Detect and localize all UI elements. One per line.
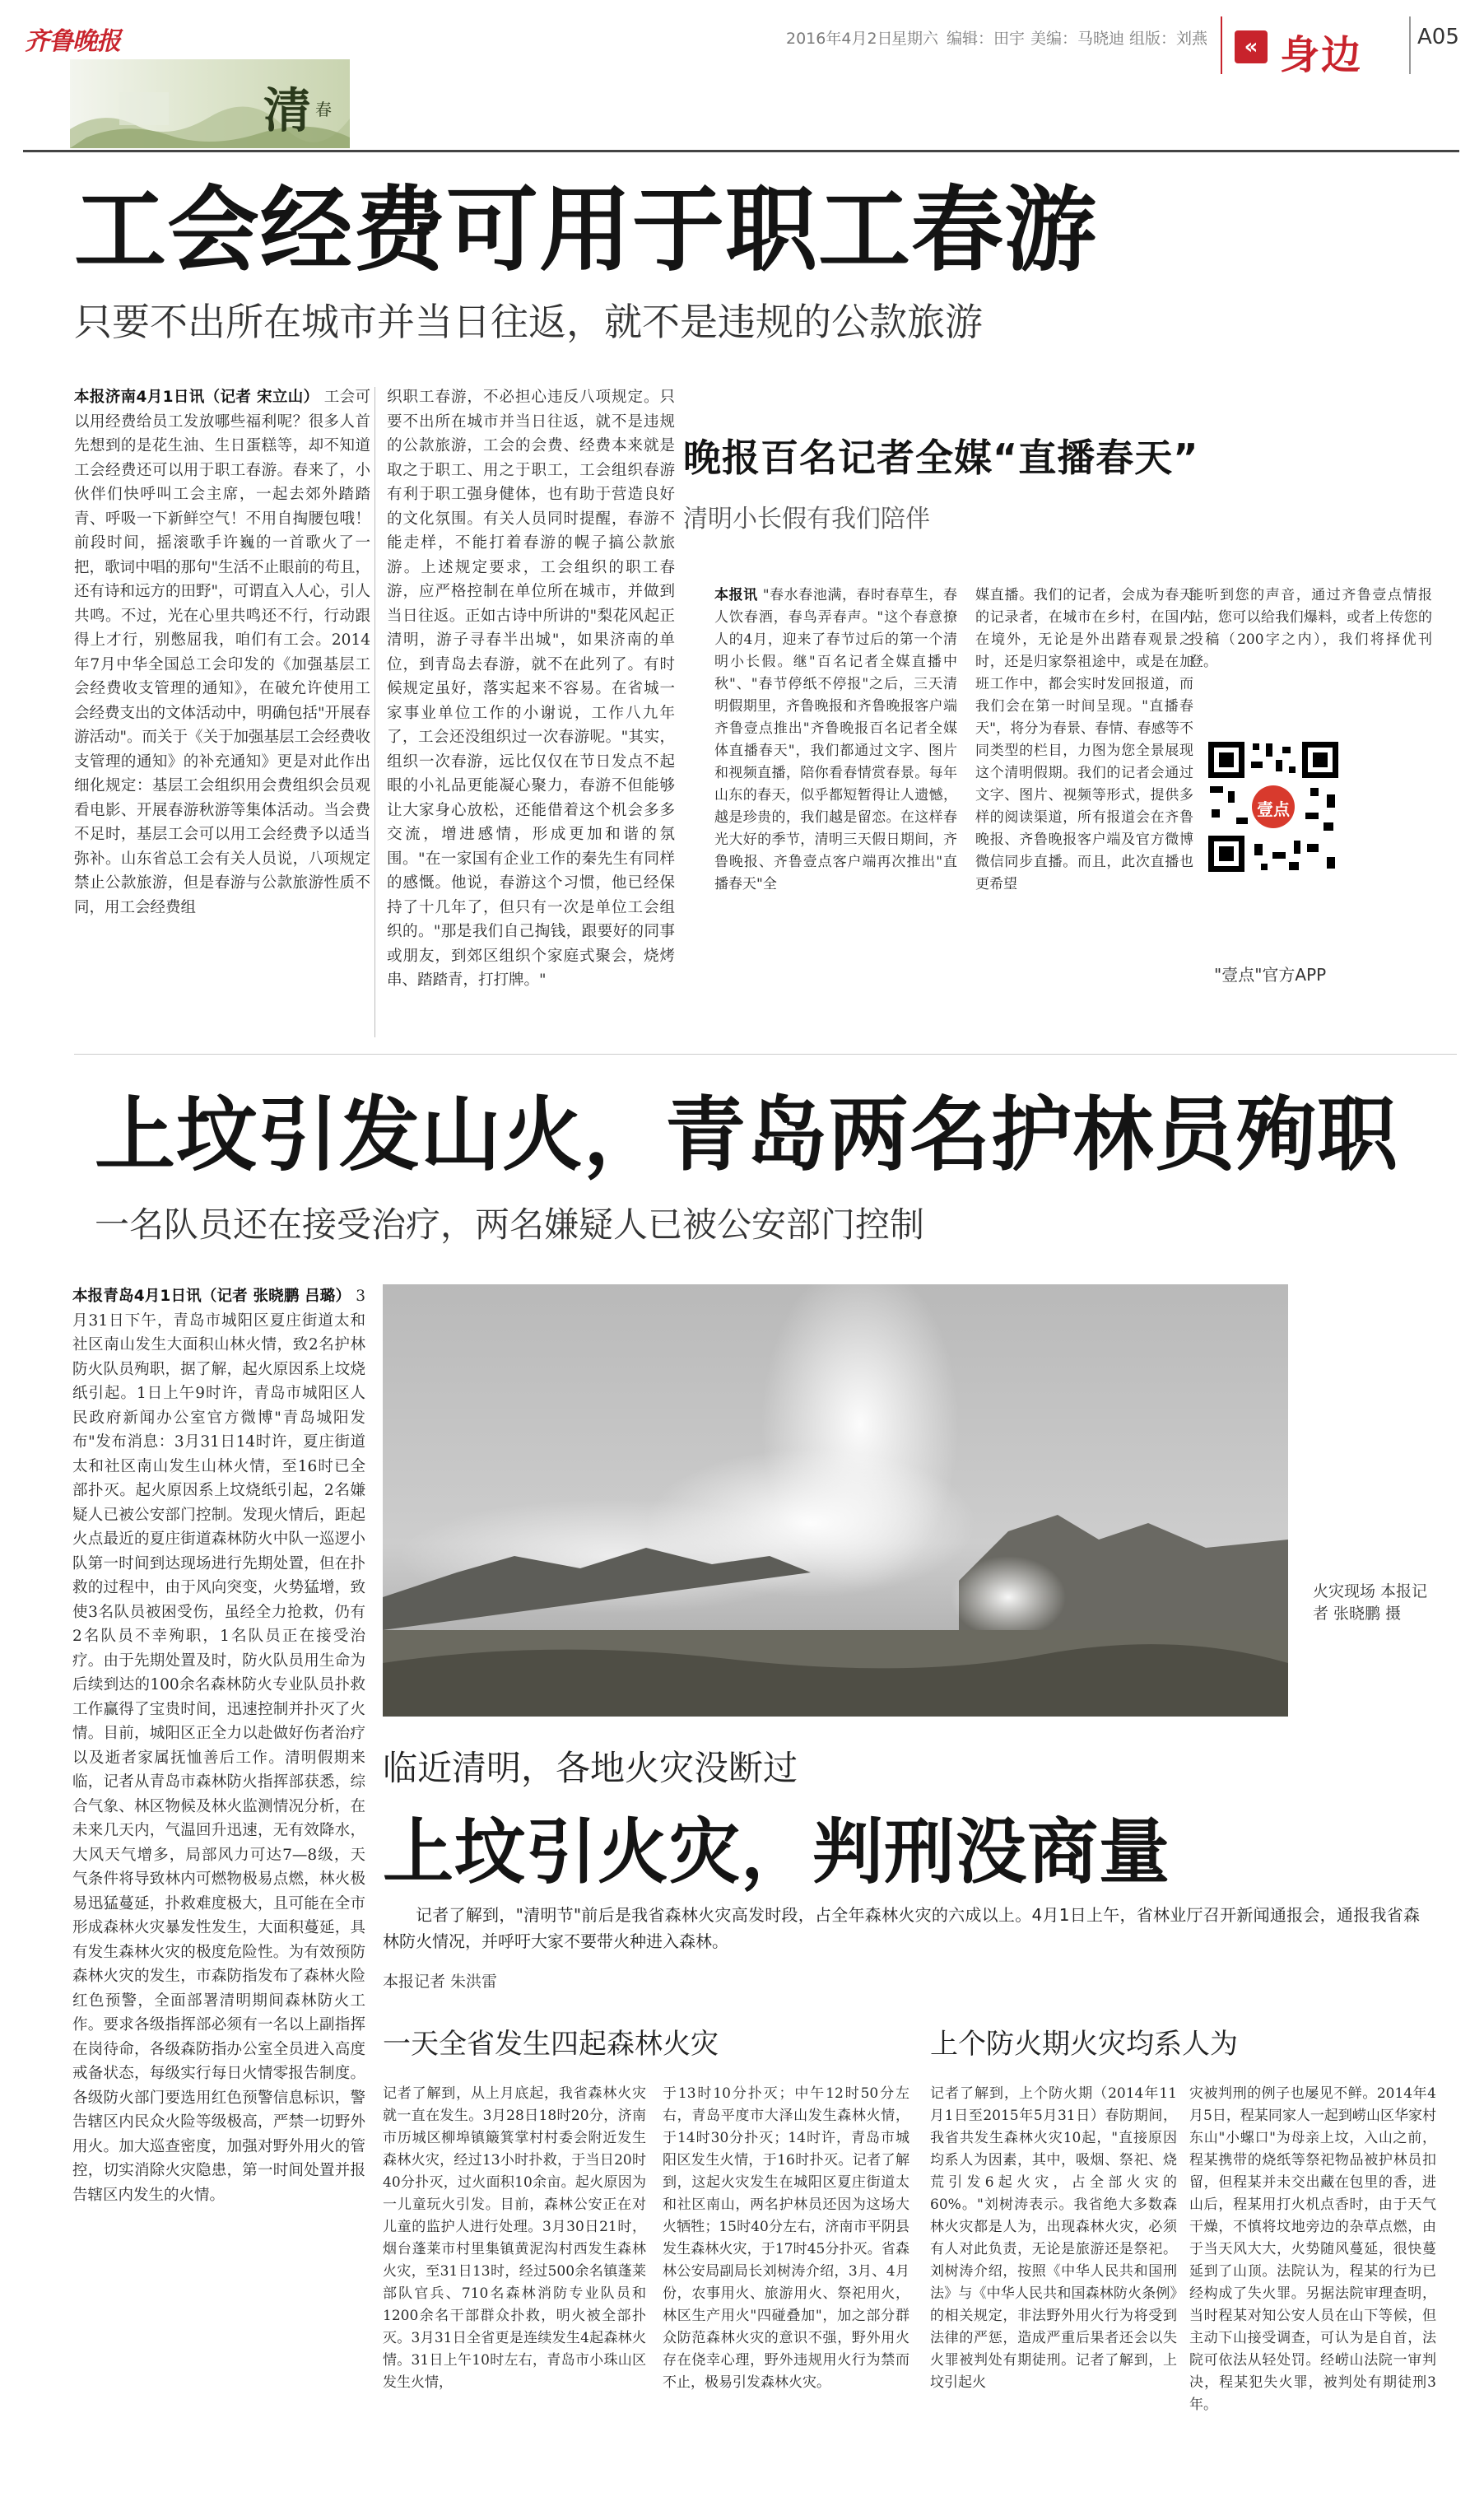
story3-headline: 上坟引发山火，青岛两名护林员殉职 [95, 1088, 1399, 1182]
page-number: A05 [1417, 25, 1459, 49]
layout-credit: 组版：刘燕 [1129, 30, 1208, 48]
section-a-text-2: 于13时10分扑灭；中午12时50分左右，青岛平度市大泽山发生森林火情，于14时30分扑灭；14时许，青岛市城阳区发生火情，于16时扑灭。记者了解到，这起火灾发生在城阳区夏庄街道太和社区南山，两名护林员还因为这场大火牺牲；15时40分左右，济南市平阴县发生森林火灾，于17时45分扑灭。省森林公安局副局长刘树涛介绍，3月、4月份，农事用火、旅游用火、祭祀用火，林区生产用火"四碰叠加"，加之部分群众防范森林火灾的意识不强，野外用火存在侥幸心理，野外违规用火行为禁而不止，极易引发森林火灾。 [663, 2085, 909, 2391]
story1-text-2: 织职工春游，不必担心违反八项规定。只要不出所在城市并当日往返，就不是违规的公款旅游，工会的会费、经费本来就是取之于职工、用之于职工，工会组织春游有利于职工强身健体，也有助于营造良好的文化氛围。有关人员同时提醒，春游不能走样，不能打着春游的幌子搞公款旅游。上述规定要求，工会组织的职工春游，应严格控制在单位所在城市，并做到当日往返。正如古诗中所讲的"梨花风起正清明，游子寻春半出城"，如果济南的单位，到青岛去春游，就不在此列了。有时候规定虽好，落实起来不容易。在省城一家事业单位工作的小谢说，工作八九年了，工会还没组织过一次春游呢。"其实，组织一次春游，远比仅仅在节日发点不起眼的小礼品更能凝心聚力，春游不但能够让大家身心放松，还能借着这个机会多多交流，增进感情，形成更加和谐的氛围。"在一家国有企业工作的秦先生有同样的感慨。他说，春游这个习惯，他已经保持了十几年了，但只有一次是单位工会组织的。"那是我们自己掏钱，跟要好的同事或朋友，到郊区组织个家庭式聚会，烧烤串、踏踏青，打打牌。" [387, 389, 675, 989]
story1-column-1 [74, 385, 370, 1040]
section-b-text-1: 记者了解到，上个防火期（2014年11月1日至2015年5月31日）春防期间，我省共发生森林火灾10起，"直接原因均系人为因素，其中，吸烟、祭祀、烧荒引发6起火灾，占全部火灾的60%。"刘树涛表示。我省绝大多数森林火灾都是人为，出现森林火灾，必须有人对此负责，无论是旅游还是祭祀。刘树涛介绍，按照《中华人民共和国刑法》与《中华人民共和国森林防火条例》的相关规定，非法野外用火行为将受到法律的严惩，造成严重后果者还会以失火罪被判处有期徒刑。记者了解到，上坟引起火 [930, 2085, 1177, 2391]
section-b-column-2 [1189, 2083, 1436, 2490]
story1-lead: 本报济南4月1日讯（记者 宋立山） [74, 389, 319, 406]
story2-text-3: 能听到您的声音，通过齐鲁壹点情报站，您可以给我们爆料，或者上传您的投稿（200字之内），我们将择优刊登。 [1189, 587, 1432, 670]
story1-column-2 [387, 385, 675, 1040]
masthead-divider-right [1409, 16, 1411, 74]
section-arrow-icon: « [1235, 30, 1268, 63]
story4-kicker: 临近清明，各地火灾没断过 [383, 1748, 798, 1788]
photo-caption: 火灾现场 本报记者 张晓鹏 摄 [1313, 1582, 1428, 1623]
section-a-column-1 [383, 2083, 646, 2490]
qr-logo-label: 壹点 [1257, 799, 1290, 819]
story4-intro: 记者了解到，"清明节"前后是我省森林火灾高发时段，占全年森林火灾的六成以上。4月1日上午，省林业厅召开新闻通报会，通报我省森林防火情况，并呼吁大家不要带火种进入森林。 [383, 1905, 1420, 1951]
fire-photo-image [383, 1284, 1288, 1717]
story4-headline: 上坟引火灾，判刑没商量 [383, 1811, 1170, 1894]
section-a-title: 一天全省发生四起森林火灾 [383, 2028, 719, 2061]
story2-column-2 [975, 585, 1193, 1041]
qr-caption: "壹点"官方APP [1214, 965, 1327, 985]
section-b-text-2: 灾被判刑的例子也屡见不鲜。2014年4月5日，程某同家人一起到崂山区华家村东山"小螺口"为母亲上坟，入山之前，程某携带的烧纸等祭祀物品被护林员扣留，但程某并未交出藏在包里的香，进山后，程某用打火机点香时，由于天气干燥，不慎将坟地旁边的杂草点燃，由于当天风大大，火势随风蔓延，很快蔓延到了山顶。法院认为，程某的行为已经构成了失火罪。另据法院审理查明，当时程某对知公安人员在山下等候，但主动下山接受调查，可认为是自首，法院可依法从轻处罚。经崂山法院一审判决，程某犯失火罪，被判处有期徒刑3年。 [1189, 2085, 1436, 2413]
paper-logo: 齐鲁晚报 [25, 27, 120, 56]
story2-column-3 [1189, 585, 1432, 733]
story2-text-1: "春水春池满，春时春草生，春人饮春酒，春鸟弄春声。"这个春意撩人的4月，迎来了春节过后的第一个清明小长假。继"百名记者全媒直播中秋"、"春节停纸不停报"之后，三天清明假期里，齐鲁晚报和齐鲁晚报客户端齐鲁壹点推出"齐鲁晚报百名记者全媒体直播春天"，我们都通过文字、图片和视频直播，陪你看春情赏春景。每年山东的春天，似乎都短暂得让人遗憾，越是珍贵的，我们越是留恋。在这样春光大好的季节，清明三天假日期间，齐鲁晚报、齐鲁壹点客户端再次推出"直播春天"全 [714, 587, 957, 892]
column-banner [70, 59, 350, 148]
section-divider-1 [74, 1054, 1457, 1055]
story3-lead: 本报青岛4月1日讯（记者 张晓鹏 吕璐） [72, 1288, 351, 1305]
story3-text: 3月31日下午，青岛市城阳区夏庄街道太和社区南山发生大面积山林火情，致2名护林防火队员殉职，据了解，起火原因系上坟烧纸引起。1日上午9时许，青岛市城阳区人民政府新闻办公室官方微博"青岛城阳发布"发布消息：3月31日14时许，夏庄街道太和社区南山发生山林火情，至16时已全部扑灭。起火原因系上坟烧纸引起，2名嫌疑人已被公安部门控制。发现火情后，距起火点最近的夏庄街道森林防火中队一巡逻小队第一时间到达现场进行先期处置，但在扑救的过程中，由于风向突变，火势猛增，致使3名队员被困受伤，虽经全力抢救，仍有2名队员不幸殉职，1名队员正在接受治疗。由于先期处置及时，防火队员用生命为后续到达的100余名森林防火专业队员扑救工作赢得了宝贵时间，迅速控制并扑灭了火情。目前，城阳区正全力以赴做好伤者治疗以及逝者家属抚恤善后工作。清明假期来临，记者从青岛市森林防火指挥部获悉，综合气象、林区物候及林火监测情况分析，在未来几天内，气温回升迅速，无有效降水，大风天气增多，局部风力可达7—8级，天气条件将导致林内可燃物极易点燃，林火极易迅猛蔓延，扑救难度极大，且可能在全市形成森林火灾暴发性发生，大面积蔓延，具有发生森林火灾的极度危险性。为有效预防森林火灾的发生，市森防指发布了森林火险红色预警，全面部署清明期间森林防火工作。要求各级指挥部必须有一名以上副指挥在岗待命，各级森防指办公室全员进入高度戒备状态，每级实行每日火情零报告制度。各级防火部门要选用红色预警信息标识，警告辖区内民众火险等级极高，严禁一切野外用火。加大巡查密度，加强对野外用火的管控，切实消除火灾隐患，第一时间处置并报告辖区内发生的火情。 [72, 1288, 365, 2204]
story2-text-2: 媒直播。我们的记者，会成为春天的记录者，在城市在乡村，在国内在境外，无论是外出踏春观景之时，还是归家祭祖途中，或是在加班工作中，都会实时发回报道，而我们会在第一时间呈现。"直播春天"，将分为春景、春情、春感等不同类型的栏目，力图为您全景展现这个清明假期。我们的记者会通过文字、图片、视频等形式，提供多样的阅读渠道，所有报道会在齐鲁晚报、齐鲁晚报客户端及官方微博微信同步直播。而且，此次直播也更希望 [975, 587, 1193, 892]
section-a-column-2 [663, 2083, 909, 2490]
story1-text-1: 工会可以用经费给员工发放哪些福利呢？很多人首先想到的是花生油、生日蛋糕等，却不知道工会经费还可以用于职工春游。春来了，小伙伴们快呼叫工会主席，一起去郊外踏踏青、呼吸一下新鲜空气！不用自掏腰包哦！前段时间，摇滚歌手许巍的一首歌火了一把，歌词中唱的那句"生活不止眼前的苟且，还有诗和远方的田野"，可谓直入人心，引人共鸣。不过，光在心里共鸣还不行，行动跟得上才行，别憋屈我，咱们有工会。2014年7月中华全国总工会印发的《加强基层工会经费收支管理的通知》，在破允许使用工会经费支出的文体活动中，明确包括"开展春游活动"。而关于《关于加强基层工会经费收支管理的通知》的补充通知》更是对此作出细化规定：基层工会组织用会费组织会员观看电影、开展春游秋游等集体活动。当会费不足时，基层工会可以用工会经费予以适当弥补。山东省总工会有关人员说，八项规定禁止公款旅游，但是春游与公款旅游性质不同，用工会经费组 [74, 389, 370, 916]
story2-headline: 晚报百名记者全媒“直播春天” [683, 436, 1199, 480]
story1-divider [374, 387, 375, 1037]
story2-subheadline: 清明小长假有我们陪伴 [683, 505, 930, 533]
qr-code[interactable] [1203, 737, 1343, 877]
story4-byline: 本报记者 朱洪雷 [383, 1973, 498, 1991]
story2-lead: 本报讯 [714, 587, 758, 603]
column-banner-title: 清 [263, 82, 312, 138]
story3-column [72, 1284, 365, 2490]
story2-column-1 [714, 585, 957, 1041]
issue-weekday: 星期六 [891, 30, 939, 48]
masthead-divider [1221, 16, 1222, 74]
section-b-column-1 [930, 2083, 1177, 2490]
story1-headline: 工会经费可用于职工春游 [74, 177, 1097, 284]
masthead-rule [23, 150, 1459, 152]
fire-photo [383, 1284, 1288, 1717]
story3-subheadline: 一名队员还在接受治疗，两名嫌疑人已被公安部门控制 [95, 1204, 925, 1245]
section-name: 身边 [1280, 32, 1363, 78]
section-a-text-1: 记者了解到，从上月底起，我省森林火灾就一直在发生。3月28日18时20分，济南市历城区柳埠镇簸箕掌村村委会附近发生森林火灾，经过13小时扑救，于当日20时40分扑灭，过火面积10余亩。起火原因为一儿童玩火引发。目前，森林公安正在对儿童的监护人进行处理。3月30日21时，烟台蓬莱市村里集镇黄泥沟村西发生森林火灾，至31日13时，经过500余名镇蓬莱部队官兵、710名森林消防专业队员和1200余名干部群众扑救，明火被全部扑灭。3月31日全省更是连续发生4起森林火情。31日上午10时左右，青岛市小珠山区发生火情， [383, 2085, 646, 2391]
section-b-title: 上个防火期火灾均系人为 [930, 2028, 1238, 2061]
editor-credit: 编辑：田宇 [947, 30, 1026, 48]
art-editor-credit: 美编：马晓迪 [1030, 30, 1125, 48]
story1-subheadline: 只要不出所在城市并当日往返，就不是违规的公款旅游 [74, 300, 983, 344]
column-banner-subtitle: 春 [315, 100, 332, 119]
issue-date: 2016年4月2日 [786, 30, 893, 48]
masthead [0, 0, 1484, 152]
